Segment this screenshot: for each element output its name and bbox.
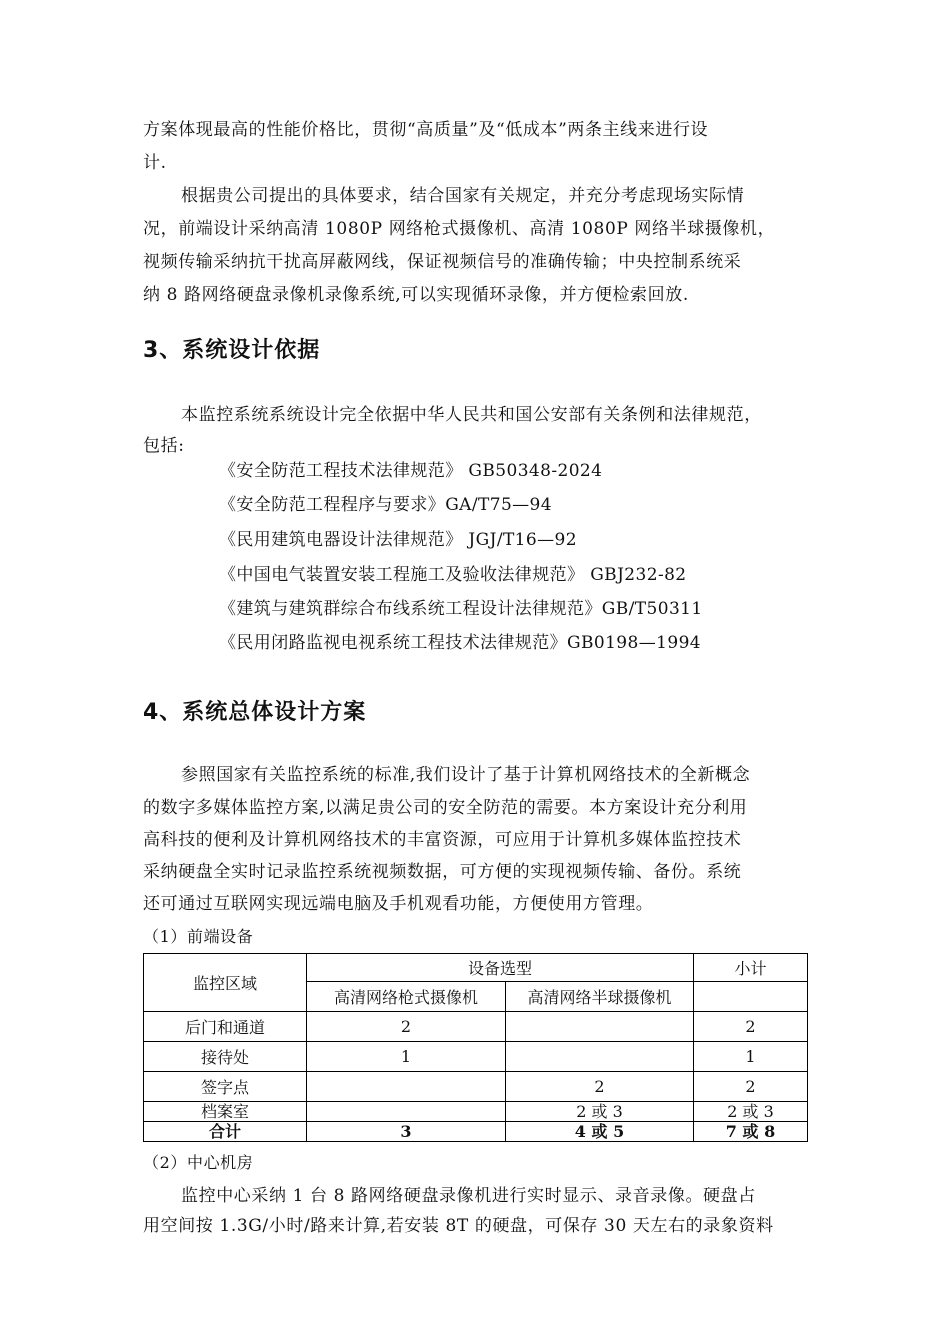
header-subtotal: 小计 [694,954,808,982]
subsection-label: （1）前端设备 [143,927,254,946]
cell-dome: 2 [506,1072,694,1102]
cell-gun: 3 [307,1122,506,1142]
reference-item: 《建筑与建筑群综合布线系统工程设计法律规范》GB/T50311 [219,599,703,619]
cell-dome [506,1042,694,1072]
body-text: 高科技的便利及计算机网络技术的丰富资源，可应用于计算机多媒体监控技术 [143,830,742,850]
equipment-table [143,953,808,1142]
cell-dome: 4 或 5 [506,1122,694,1142]
cell-area: 档案室 [144,1102,307,1122]
cell-gun: 2 [307,1012,506,1042]
empty-cell [694,982,808,1012]
cell-area: 接待处 [144,1042,307,1072]
header-area: 监控区域 [144,954,307,1012]
reference-item: 《民用闭路监视电视系统工程技术法律规范》GB0198—1994 [219,633,701,653]
table-row [144,1012,808,1042]
cell-subtotal: 2 [694,1072,808,1102]
body-text: 用空间按 1.3G/小时/路来计算,若安装 8T 的硬盘，可保存 30 天左右的录象资料 [143,1216,774,1236]
reference-item: 《民用建筑电器设计法律规范》 JGJ/T16—92 [219,530,577,550]
cell-subtotal: 7 或 8 [694,1122,808,1142]
subsection-label: （2）中心机房 [143,1153,254,1172]
table-row [144,1102,808,1122]
body-text: 根据贵公司提出的具体要求，结合国家有关规定，并充分考虑现场实际情 [181,186,745,206]
table-row [144,1072,808,1102]
body-text: 采纳硬盘全实时记录监控系统视频数据，可方便的实现视频传输、备份。系统 [143,862,742,882]
section-heading: 3、系统设计依据 [143,338,321,363]
cell-subtotal: 2 [694,1012,808,1042]
table-total-row [144,1122,808,1142]
cell-gun [307,1072,506,1102]
body-text: 包括: [143,436,185,456]
body-text: 纳 8 路网络硬盘录像机录像系统,可以实现循环录像，并方便检索回放. [143,285,689,305]
reference-item: 《中国电气装置安装工程施工及验收法律规范》 GBJ232-82 [219,565,687,585]
cell-subtotal: 2 或 3 [694,1102,808,1122]
cell-gun [307,1102,506,1122]
cell-area: 签字点 [144,1072,307,1102]
body-text: 视频传输采纳抗干扰高屏蔽网线，保证视频信号的准确传输；中央控制系统采 [143,252,742,272]
body-text: 还可通过互联网实现远端电脑及手机观看功能，方便使用方管理。 [143,894,654,914]
body-text: 本监控系统系统设计完全依据中华人民共和国公安部有关条例和法律规范， [181,405,762,425]
cell-area: 后门和通道 [144,1012,307,1042]
cell-dome: 2 或 3 [506,1102,694,1122]
cell-dome [506,1012,694,1042]
header-dome-camera: 高清网络半球摄像机 [506,982,694,1012]
body-text: 计. [143,153,167,173]
reference-item: 《安全防范工程程序与要求》GA/T75—94 [219,495,552,515]
cell-subtotal: 1 [694,1042,808,1072]
body-text: 的数字多媒体监控方案,以满足贵公司的安全防范的需要。本方案设计充分利用 [143,798,748,818]
body-text: 方案体现最高的性能价格比，贯彻“高质量”及“低成本”两条主线来进行设 [143,120,709,140]
header-gun-camera: 高清网络枪式摄像机 [307,982,506,1012]
reference-item: 《安全防范工程技术法律规范》 GB50348-2024 [219,461,603,481]
body-text: 监控中心采纳 1 台 8 路网络硬盘录像机进行实时显示、录音录像。硬盘占 [181,1186,756,1206]
body-text: 参照国家有关监控系统的标准,我们设计了基于计算机网络技术的全新概念 [181,765,751,785]
cell-area: 合计 [144,1122,307,1142]
cell-gun: 1 [307,1042,506,1072]
table-row [144,1042,808,1072]
body-text: 况，前端设计采纳高清 1080P 网络枪式摄像机、高清 1080P 网络半球摄像机， [143,219,776,239]
header-equipment-selection: 设备选型 [307,954,694,982]
section-heading: 4、系统总体设计方案 [143,700,367,725]
